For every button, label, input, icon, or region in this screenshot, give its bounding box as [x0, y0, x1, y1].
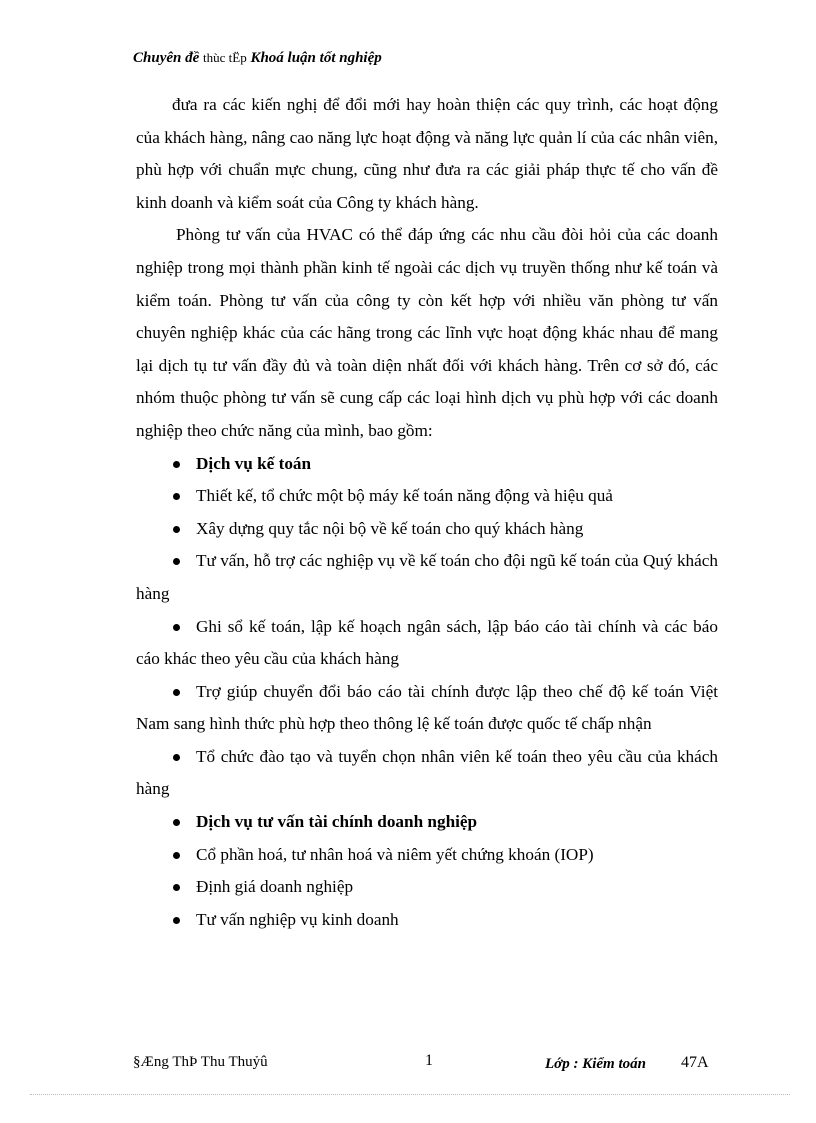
footer-class-suffix: 47A: [681, 1054, 709, 1071]
page-bottom-divider: [30, 1094, 790, 1095]
bullet-icon: [173, 917, 180, 924]
paragraph-1: đưa ra các kiến nghị để đổi mới hay hoàn thiện các quy trình, các hoạt động của khách hàng, nâng cao năng lực hoạt động và năng lực quản lí của các nhân viên, phù hợp với chuẩn mực chung, cũng như đưa ra các giải pháp thực tế cho vấn đề kinh doanh và kiểm soát của Công ty khách hàng.: [136, 95, 718, 212]
list-item-text: Trợ giúp chuyển đổi báo cáo tài chính được lập theo chế độ kế toán Việt Nam sang hình thức phù hợp theo thông lệ kế toán được quốc tế chấp nhận: [136, 681, 718, 734]
bullet-icon: [173, 526, 180, 533]
paragraph-2: Phòng tư vấn của HVAC có thể đáp ứng các nhu cầu đòi hỏi của các doanh nghiệp trong mọi thành phần kinh tế ngoài các dịch vụ truyền thống như kế toán và kiểm toán. Phòng tư vấn của công ty còn kết hợp với nhiều văn phòng tư vấn chuyên nghiệp khác của các hãng trong các lĩnh vực hoạt động khác nhau để mang lại dịch tụ tư vấn đầy đủ và toàn diện nhất đối với khách hàng. Trên cơ sở đó, các nhóm thuộc phòng tư vấn sẽ cung cấp các loại hình dịch vụ phù hợp với các doanh nghiệp theo chức năng của mình, bao gồm:: [136, 225, 718, 440]
bullet-icon: [173, 558, 180, 565]
list-item: [136, 513, 718, 546]
list-item-text: Định giá doanh nghiệp: [196, 877, 354, 897]
list-item-text: Tư vấn nghiệp vụ kinh doanh: [196, 909, 399, 929]
footer-author: §Æng ThÞ Thu Thuỷû: [133, 1054, 268, 1070]
header-title-part1: Chuyên đề: [133, 50, 200, 66]
bullet-icon: [173, 884, 180, 891]
list-item-text: Thiết kế, tổ chức một bộ máy kế toán năng động và hiệu quả: [196, 486, 613, 506]
list-item-text: Xây dựng quy tắc nội bộ về kế toán cho quý khách hàng: [196, 518, 584, 538]
list-item-text: Tư vấn, hỗ trợ các nghiệp vụ về kế toán cho đội ngũ kế toán của Quý khách hàng: [136, 551, 718, 603]
bullet-icon: [173, 819, 180, 826]
list-item-text: Dịch vụ kế toán: [196, 453, 312, 473]
list-item-text: Tổ chức đào tạo và tuyển chọn nhân viên kế toán theo yêu cầu của khách hàng: [136, 746, 718, 799]
bullet-icon: [173, 461, 180, 468]
list-item-text: Ghi sổ kế toán, lập kế hoạch ngân sách, lập báo cáo tài chính và các báo cáo khác theo yêu cầu của khách hàng: [136, 616, 718, 669]
list-item-text: Cổ phần hoá, tư nhân hoá và niêm yết chứng khoán (IOP): [196, 844, 594, 864]
bullet-list: [136, 448, 718, 937]
list-item: [136, 904, 718, 937]
list-item: [136, 448, 718, 481]
header-title-part2: thùc tËp: [203, 50, 247, 65]
bullet-icon: [173, 624, 180, 631]
bullet-icon: [173, 852, 180, 859]
list-item: [136, 676, 718, 741]
list-item: [136, 871, 718, 904]
bullet-icon: [173, 754, 180, 761]
footer-class-label: Lớp : Kiểm toán: [545, 1056, 646, 1072]
header-title-part3: Khoá luận tốt nghiệp: [250, 50, 382, 66]
list-item: [136, 839, 718, 872]
list-item: [136, 545, 718, 610]
list-item: [136, 480, 718, 513]
page-footer: [133, 1050, 723, 1080]
list-item: [136, 806, 718, 839]
page-number: 1: [425, 1052, 433, 1069]
list-item: [136, 741, 718, 806]
page-header: [133, 50, 693, 78]
bullet-icon: [173, 493, 180, 500]
list-item-text: Dịch vụ tư vấn tài chính doanh nghiệp: [196, 812, 478, 832]
list-item: [136, 611, 718, 676]
body-text: [136, 89, 718, 936]
bullet-icon: [173, 689, 180, 696]
